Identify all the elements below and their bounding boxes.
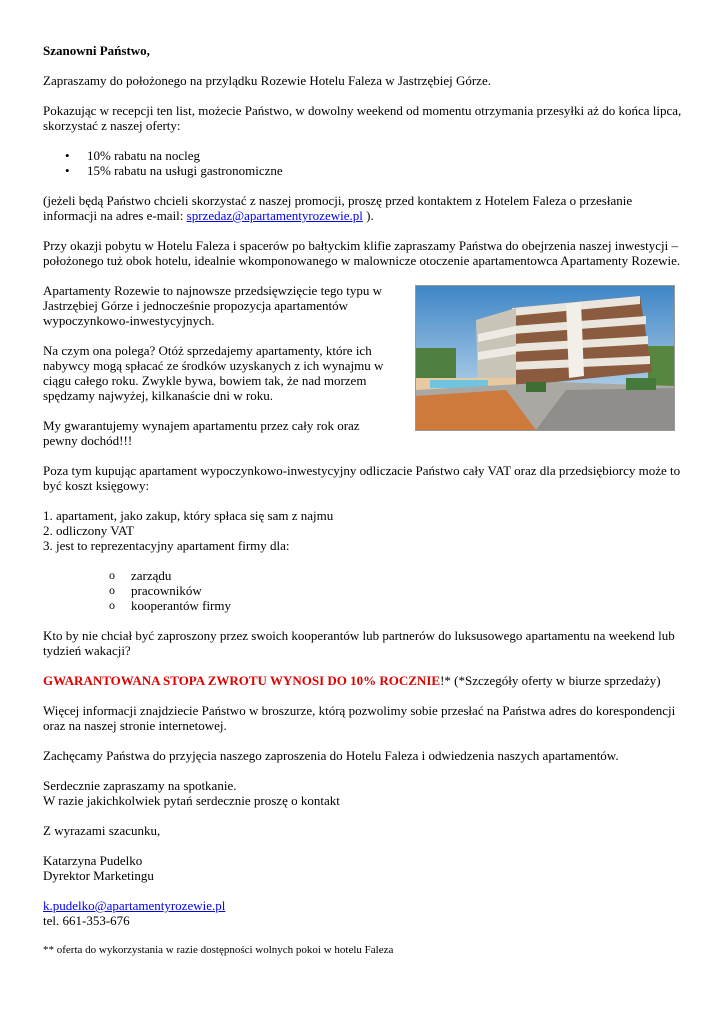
list-item: o zarządu	[43, 568, 683, 583]
brochure-paragraph: Więcej informacji znajdziecie Państwo w broszurze, którą pozwolimy sobie przesłać na Państwa adres do korespondencji oraz na naszej stronie internetowej.	[43, 703, 676, 733]
phone: tel. 661-353-676	[43, 913, 130, 928]
list-item: • 15% rabatu na usługi gastronomiczne	[43, 163, 683, 178]
company-groups-list	[43, 568, 683, 613]
list-item: 3. jest to reprezentacyjny apartament firmy dla:	[43, 538, 290, 553]
promo-text: (jeżeli będą Państwo chcieli skorzystać z naszej promocji, proszę przed kontaktem z Hotelem Faleza o przesłanie informacji na adres e-mail:	[43, 193, 633, 223]
concept-paragraph: Na czym ona polega? Otóż sprzedajemy apartamenty, które ich nabywcy mogą spłacać ze środków uzyskanych z ich wynajmu w ciągu całego roku. Zwykle bywa, bowiem tak, że nad morzem spędzamy najwyżej, kilkanaście dni w roku.	[43, 343, 384, 403]
encourage-paragraph: Zachęcamy Państwa do przyjęcia naszego zaproszenia do Hotelu Faleza i odwiedzenia naszych apartamentów.	[43, 748, 619, 763]
apartment-building-photo	[415, 285, 675, 431]
apartments-section	[43, 283, 683, 448]
sales-email-link[interactable]: sprzedaz@apartamentyrozewie.pl	[186, 208, 363, 223]
list-item: 1. apartament, jako zakup, który spłaca się sam z najmu	[43, 508, 334, 523]
contact-line: W razie jakichkolwiek pytań serdecznie proszę o kontakt	[43, 793, 340, 808]
list-item: o pracowników	[43, 583, 683, 598]
apartments-paragraph: Apartamenty Rozewie to najnowsze przedsięwzięcie tego typu w Jastrzębiej Górze i jednocześnie propozycja apartamentów wypoczynkowo-inwestycyjnych.	[43, 283, 382, 328]
promo-paragraph	[43, 193, 683, 223]
meeting-line: Serdecznie zapraszamy na spotkanie.	[43, 778, 237, 793]
list-item: • 10% rabatu na nocleg	[43, 148, 683, 163]
list-item: 2. odliczony VAT	[43, 523, 134, 538]
signatory-role: Dyrektor Marketingu	[43, 868, 154, 883]
return-rate-note: !* (*Szczegóły oferty w biurze sprzedaży)	[440, 673, 661, 688]
building-illustration	[416, 286, 674, 430]
closing: Z wyrazami szacunku,	[43, 823, 161, 838]
signatory-email-link[interactable]: k.pudelko@apartamentyrozewie.pl	[43, 898, 226, 913]
signatory-name: Katarzyna Pudelko	[43, 853, 143, 868]
investment-paragraph: Przy okazji pobytu w Hotelu Faleza i spacerów po bałtyckim klifie zapraszamy Państwa do obejrzenia naszej inwestycji – położonego tuż obok hotelu, idealnie wkomponowanego w malownicze otoczenie apartamentowca Apartamenty Rozewie.	[43, 238, 681, 268]
footnote: ** oferta do wykorzystania w razie dostępności wolnych pokoi w hotelu Faleza	[43, 944, 394, 956]
offer-list	[43, 148, 683, 178]
greeting: Szanowni Państwo,	[43, 43, 150, 58]
letter	[43, 43, 683, 958]
question-paragraph: Kto by nie chciał być zaproszony przez swoich kooperantów lub partnerów do luksusowego apartamentu na weekend lub tydzień wakacji?	[43, 628, 675, 658]
signatory-email-line	[43, 898, 683, 913]
return-rate-line	[43, 673, 683, 688]
offer-paragraph: Pokazując w recepcji ten list, możecie Państwo, w dowolny weekend od momentu otrzymania przesyłki aż do końca lipca, skorzystać z naszej oferty:	[43, 103, 682, 133]
benefits-list	[43, 508, 683, 553]
intro-paragraph: Zapraszamy do położonego na przylądku Rozewie Hotelu Faleza w Jastrzębiej Górze.	[43, 73, 491, 88]
vat-paragraph: Poza tym kupując apartament wypoczynkowo-inwestycyjny odliczacie Państwo cały VAT oraz dla przedsiębiorcy może to być koszt księgowy:	[43, 463, 681, 493]
return-rate-headline: GWARANTOWANA STOPA ZWROTU WYNOSI DO 10% ROCZNIE	[43, 673, 441, 688]
guarantee-paragraph: My gwarantujemy wynajem apartamentu przez cały rok oraz pewny dochód!!!	[43, 418, 360, 448]
list-item: o kooperantów firmy	[43, 598, 683, 613]
promo-text-end: ).	[362, 208, 374, 223]
